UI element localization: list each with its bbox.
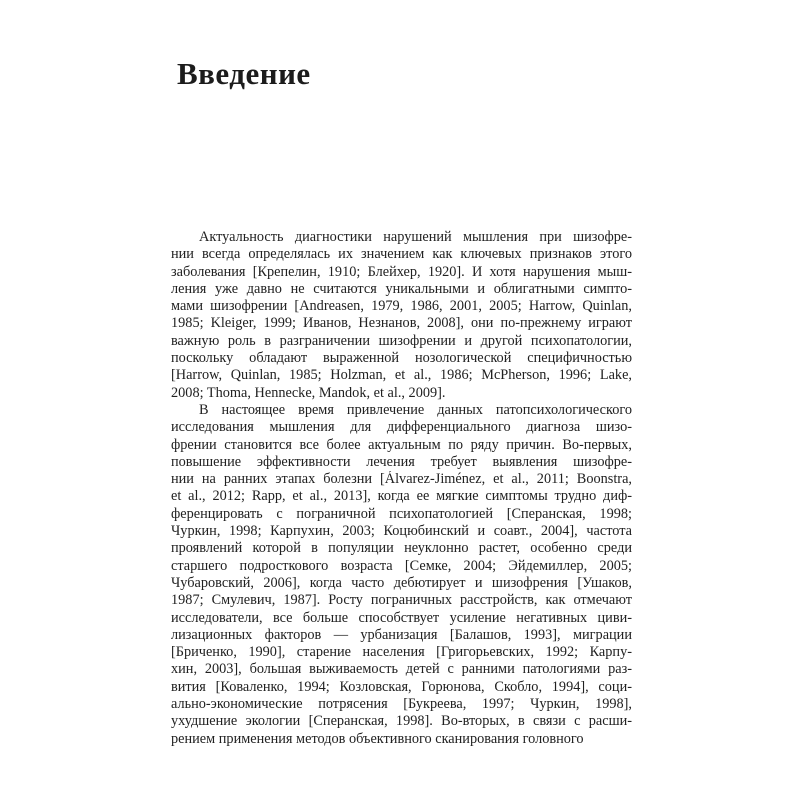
text-line: В настоящее время привлечение данных патопсихологического	[199, 401, 632, 418]
text-line: et al., 2012; Rapp, et al., 2013], когда ее мягкие симптомы трудно диф-	[171, 488, 632, 505]
text-line: исследователи, все больше способствует усиление негативных циви-	[171, 609, 632, 626]
text-line: ухудшение экологии [Сперанская, 1998]. Во-вторых, в связи с расши-	[171, 713, 632, 730]
text-line: важную роль в разграничении шизофрении и другой психопатологии,	[171, 332, 632, 349]
text-line: старшего подросткового возраста [Семке, 2004; Эйдемиллер, 2005;	[171, 557, 632, 574]
text-line: ференцировать с пограничной психопатологией [Сперанская, 1998;	[171, 505, 632, 522]
text-line: [Harrow, Quinlan, 1985; Holzman, et al., 1986; McPherson, 1996; Lake,	[171, 367, 632, 384]
text-line: 1985; Kleiger, 1999; Иванов, Незнанов, 2008], они по-прежнему играют	[171, 315, 632, 332]
text-line: Чуркин, 1998; Карпухин, 2003; Коцюбинский и соавт., 2004], частота	[171, 523, 632, 540]
text-line: повышение эффективности лечения требует выявления шизофре-	[171, 453, 632, 470]
text-line: френии становится все более актуальным по ряду причин. Во-первых,	[171, 436, 632, 453]
text-line: нии на ранних этапах болезни [Álvarez-Jiménez, et al., 2011; Boonstra,	[171, 471, 632, 488]
text-line: 2008; Thoma, Hennecke, Mandok, et al., 2009].	[171, 384, 446, 401]
text-line: исследования мышления для дифференциального диагноза шизо-	[171, 419, 632, 436]
text-line: ально-экономические потрясения [Букреева, 1997; Чуркин, 1998],	[171, 696, 632, 713]
text-line: 1987; Смулевич, 1987]. Росту пограничных расстройств, как отмечают	[171, 592, 632, 609]
text-line: Актуальность диагностики нарушений мышления при шизофре-	[199, 229, 632, 245]
text-line: хин, 2003], большая выживаемость детей с ранними патологиями раз-	[171, 661, 632, 678]
text-line: поскольку обладают выраженной нозологической специфичностью	[171, 350, 632, 367]
text-line: Чубаровский, 2006], когда часто дебютирует и шизофрения [Ушаков,	[171, 574, 632, 591]
text-line: мами шизофрении [Andreasen, 1979, 1986, 2001, 2005; Harrow, Quinlan,	[171, 298, 632, 315]
text-line: вития [Коваленко, 1994; Козловская, Горюнова, Скобло, 1994], соци-	[171, 678, 632, 695]
text-line: ления уже давно не считаются уникальными и облигатными симпто-	[171, 280, 632, 297]
text-line: рением применения методов объективного сканирования головного	[171, 730, 584, 747]
text-line: проявлений которой в популяции неуклонно растет, особенно среди	[171, 540, 632, 557]
text-line: нии всегда определялась их значением как ключевых признаков этого	[171, 246, 632, 263]
text-line: заболевания [Крепелин, 1910; Блейхер, 1920]. И хотя нарушения мыш-	[171, 263, 632, 280]
text-line: [Бриченко, 1990], старение населения [Григорьевских, 1992; Карпу-	[171, 644, 632, 661]
text-line: лизационных факторов — урбанизация [Балашов, 1993], миграции	[171, 626, 632, 643]
body-text	[171, 229, 632, 748]
page-title: Введение	[177, 56, 311, 91]
